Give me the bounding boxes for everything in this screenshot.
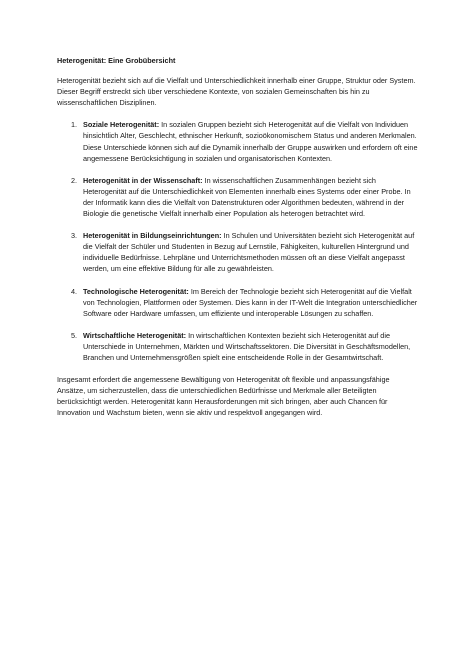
- list-term: Heterogenität in Bildungseinrichtungen:: [83, 231, 222, 241]
- list-item-bildung: [57, 230, 419, 274]
- list-term: Soziale Heterogenität:: [83, 120, 160, 130]
- intro-paragraph: Heterogenität bezieht sich auf die Vielfalt und Unterschiedlichkeit innerhalb einer Gruppe, Struktur oder System. Dieser Begriff erstreckt sich über verschiedene Kontexte, von sozialen Gemeinschaften bis hin zu wissenschaftlichen Disziplinen.: [57, 76, 416, 108]
- list-number: 2.: [71, 175, 78, 185]
- list-item-wissenschaft: [57, 175, 419, 219]
- list-number: 1.: [71, 120, 78, 130]
- list-text: In sozialen Gruppen bezieht sich Heterogenität auf die Vielfalt von Individuen hinsichtlich Alter, Geschlecht, ethnischer Herkunft, sozioökonomischem Status und anderen Merkmalen. Diese Unterschiede können sich auf die Dynamik innerhalb der Gruppe auswirken und erfordern oft eine angemessene Berücksichtigung in sozialen und organisatorischen Kontexten.: [83, 120, 418, 163]
- list-term: Wirtschaftliche Heterogenität:: [83, 330, 187, 340]
- list-item-soziale: [57, 119, 419, 163]
- list-item-wirtschaft: [57, 330, 419, 363]
- list-text: In wissenschaftlichen Zusammenhängen bezieht sich Heterogenität auf die Unterschiedlichkeit von Elementen innerhalb eines Systems oder einer Probe. In der Informatik kann dies die Vielfalt von Datenstrukturen oder Algorithmen bedeuten, während in der Biologie die genetische Vielfalt innerhalb einer Population als heterogen betrachtet wird.: [83, 175, 411, 219]
- list-text: In wirtschaftlichen Kontexten bezieht sich Heterogenität auf die Unterschiede in Unternehmen, Märkten und Wirtschaftssektoren. Die Diversität in Geschäftsmodellen, Branchen und Unternehmensgrößen spielt eine entscheidende Rolle in der Gesamtwirtschaft.: [83, 330, 411, 362]
- list-term: Heterogenität in der Wissenschaft:: [83, 175, 203, 185]
- list-text: Im Bereich der Technologie bezieht sich Heterogenität auf die Vielfalt von Technologien, Plattformen oder Systemen. Dies kann in der IT-Welt die Integration unterschiedlicher Software oder Hardware umfassen, um effiziente und interoperable Lösungen zu schaffen.: [83, 286, 418, 318]
- document-title: Heterogenität: Eine Grobübersicht: [57, 56, 176, 65]
- document-page: [57, 55, 419, 429]
- list-number: 5.: [71, 330, 78, 340]
- list-term: Technologische Heterogenität:: [83, 286, 189, 296]
- list-number: 4.: [71, 286, 78, 296]
- list-text: In Schulen und Universitäten bezieht sich Heterogenität auf die Vielfalt der Schüler und Studenten in Bezug auf Lernstile, Fähigkeiten, kulturellen Hintergrund und individuelle Bedürfnisse. Lehrpläne und Unterrichtsmethoden müssen oft an diese Vielfalt angepasst werden, um eine effektive Bildung für alle zu gewährleisten.: [83, 231, 415, 274]
- list-number: 3.: [71, 231, 78, 241]
- list-item-technologie: [57, 286, 419, 319]
- numbered-list: [57, 119, 419, 363]
- conclusion-paragraph: Insgesamt erfordert die angemessene Bewältigung von Heterogenität oft flexible und anpassungsfähige Ansätze, um sicherzustellen, dass die unterschiedlichen Bedürfnisse und Merkmale aller Beteiligten berücksichtigt werden. Heterogenität kann Herausforderungen mit sich bringen, aber auch Chancen für Innovation und Wachstum bieten, wenn sie aktiv und respektvoll angegangen wird.: [57, 375, 390, 418]
